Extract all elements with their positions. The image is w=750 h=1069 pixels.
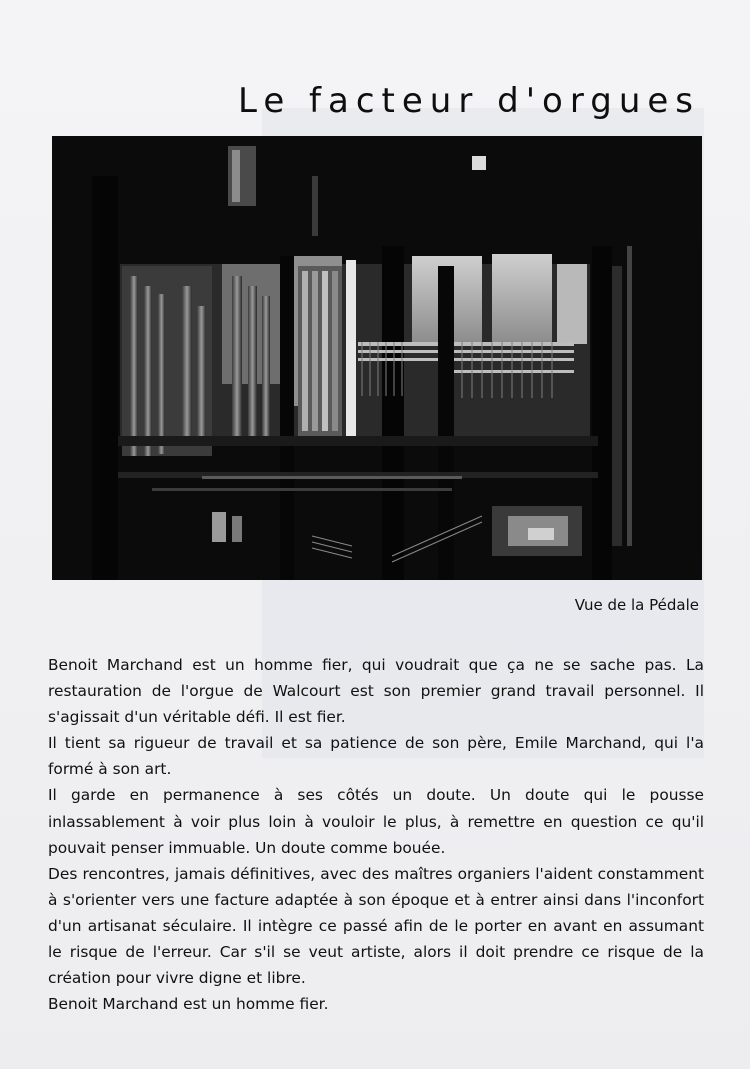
- organ-pedal-photo: [52, 136, 702, 580]
- paragraph: Il tient sa rigueur de travail et sa patience de son père, Emile Marchand, qui l'a formé à son art.: [48, 734, 704, 779]
- page-title: Le facteur d'orgues: [237, 80, 700, 121]
- paragraph: Des rencontres, jamais définitives, avec des maîtres organiers l'aident constamment à s'orienter vers une facture adaptée à son époque et à entrer ainsi dans l'inconfort d'un artisanat séculaire. Il intègre ce passé afin de le porter en avant en assumant le risque de l'erreur. Car s'il se veut artiste, alors il doit prendre ce risque de la création pour vivre digne et libre.: [48, 864, 704, 988]
- paragraph: Il garde en permanence à ses côtés un doute. Un doute qui le pousse inlassablement à voir plus loin à vouloir le plus, à remettre en question ce qu'il pouvait penser immuable. Un doute comme bouée.: [48, 786, 704, 857]
- paragraph: Benoit Marchand est un homme fier, qui voudrait que ça ne se sache pas. La restauration de l'orgue de Walcourt est son premier grand travail personnel. Il s'agissait d'un véritable défi. Il est fier.: [48, 656, 704, 727]
- photo-caption: Vue de la Pédale: [574, 596, 699, 614]
- article-body: [48, 652, 704, 1017]
- paragraph: Benoit Marchand est un homme fier.: [48, 995, 329, 1014]
